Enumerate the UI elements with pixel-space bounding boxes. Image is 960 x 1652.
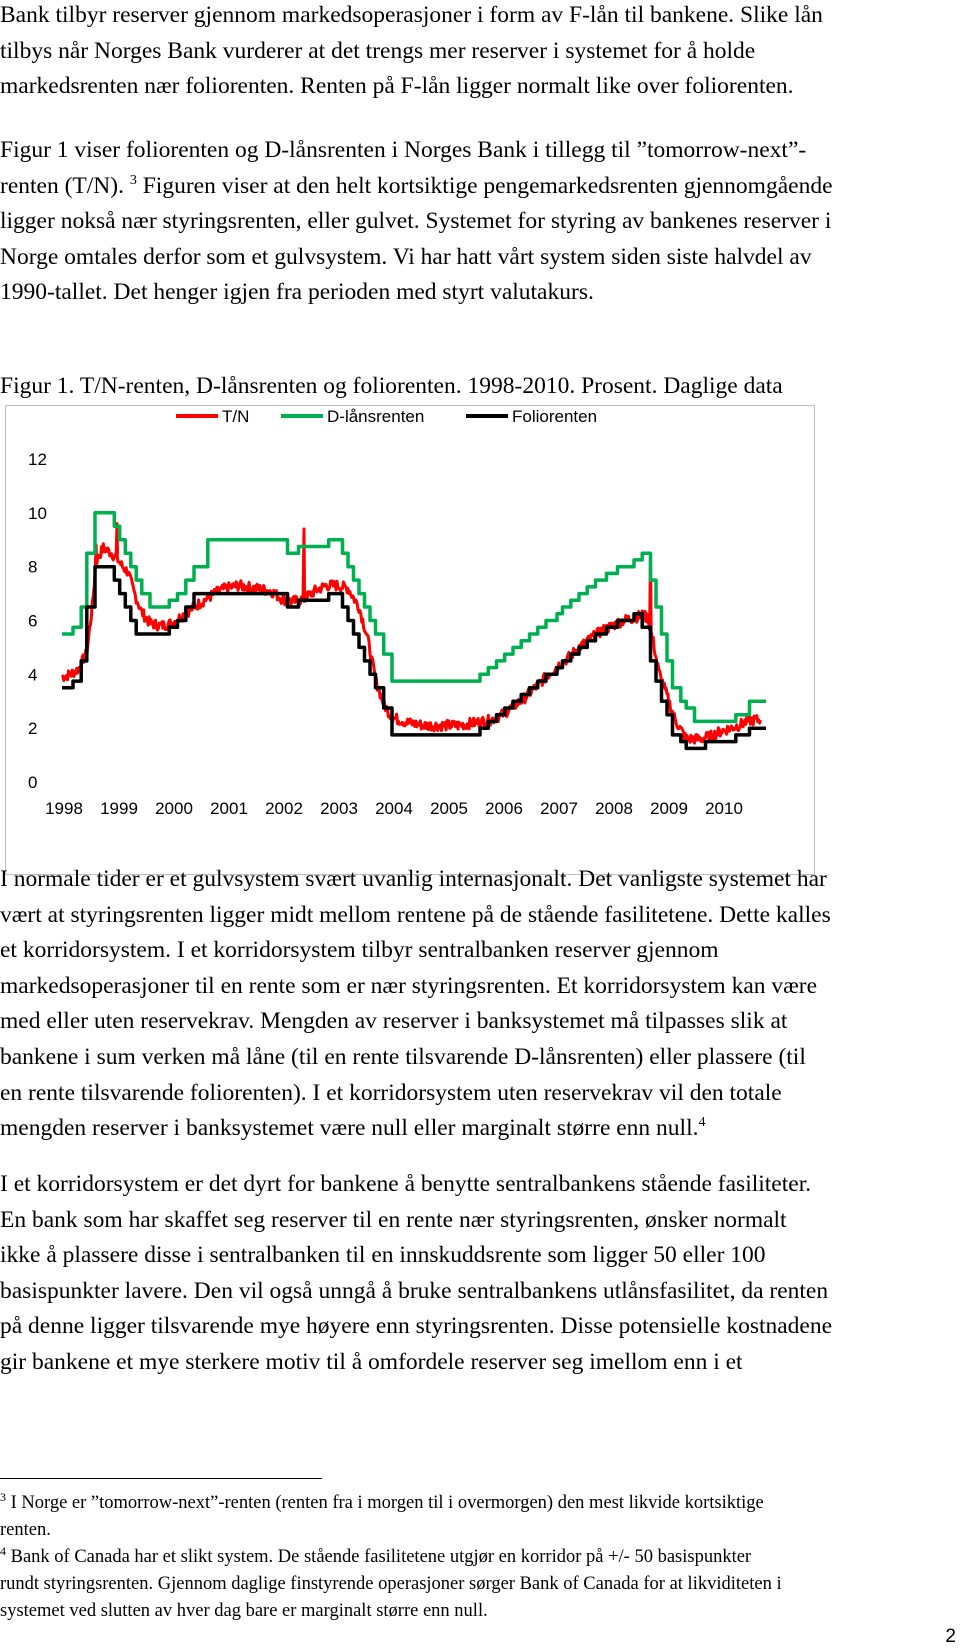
x-tick-label-2010: 2010 [705, 799, 743, 818]
figure-caption: Figur 1. T/N-renten, D-lånsrenten og foliorenten. 1998-2010. Prosent. Daglige data [0, 373, 783, 399]
paragraph-2-rest-line-1: ligger nokså nær styringsrenten, eller gulvet. Systemet for styring av bankenes reserver i [0, 208, 832, 235]
paragraph-4-line-5: på denne ligger tilsvarende mye høyere enn styringsrenten. Disse potensielle kostnadene [0, 1313, 833, 1340]
paragraph-4-line-3: ikke å plassere disse i sentralbanken til en innskuddsrente som ligger 50 eller 100 [0, 1242, 766, 1269]
paragraph-2-rest [0, 204, 960, 311]
paragraph-4 [0, 1167, 960, 1381]
paragraph-3-line-4: markedsoperasjoner til en rente som er nær styringsrenten. Et korridorsystem kan være [0, 972, 818, 999]
paragraph-4-line-4: basispunkter lavere. Den vil også unngå å bruke sentralbankens utlånsfasilitet, da renten [0, 1277, 829, 1304]
footnote-3-mark: 3 [0, 1490, 6, 1504]
paragraph-3-line-6: bankene i sum verken må låne (til en rente tilsvarende D-lånsrenten) eller plassere (til [0, 1043, 806, 1070]
footnote-ref-3[interactable]: 3 [129, 172, 137, 188]
legend-label-D-lånsrenten: D-lånsrenten [327, 407, 425, 426]
x-tick-label-1998: 1998 [45, 799, 83, 818]
x-tick-label-2000: 2000 [155, 799, 193, 818]
footnote-4-mark: 4 [0, 1544, 6, 1558]
figure-1-chart [5, 405, 815, 875]
y-tick-label-6: 6 [28, 611, 38, 631]
footnote-3-line-1: I Norge er ”tomorrow-next”-renten (renten fra i morgen til i overmorgen) den mest likvide kortsiktige [6, 1493, 764, 1513]
paragraph-3-last-line [0, 1111, 960, 1147]
x-tick-label-2009: 2009 [650, 799, 688, 818]
x-tick-label-2007: 2007 [540, 799, 578, 818]
x-tick-label-2003: 2003 [320, 799, 358, 818]
paragraph-2-line-1: Figur 1 viser foliorenten og D-lånsrenten i Norges Bank i tillegg til ”tomorrow-next”- [0, 137, 807, 163]
paragraph-3-line-1: I normale tider er et gulvsystem svært uvanlig internasjonalt. Det vanligste systemet har [0, 866, 827, 892]
footnote-divider [0, 1478, 322, 1479]
paragraph-3-line-5: med eller uten reservekrav. Mengden av reserver i banksystemet må tilpasses slik at [0, 1008, 788, 1035]
y-tick-label-2: 2 [28, 719, 38, 739]
paragraph-2-rest-line-2: Norge omtales derfor som et gulvsystem. Vi har hatt vårt system siden siste halvdel av [0, 243, 812, 270]
footnote-ref-4[interactable]: 4 [698, 1115, 706, 1131]
chart-svg [6, 406, 816, 876]
footnote-4-line-1: Bank of Canada har et slikt system. De stående fasilitetene utgjør en korridor på +/- 50 basispunkter [6, 1547, 752, 1567]
x-tick-label-2001: 2001 [210, 799, 248, 818]
x-tick-label-1999: 1999 [100, 799, 138, 818]
y-tick-label-4: 4 [28, 665, 38, 685]
legend-label-Foliorenten: Foliorenten [512, 407, 598, 426]
x-tick-label-2008: 2008 [595, 799, 633, 818]
paragraph-3-line-3: et korridorsystem. I et korridorsystem tilbyr sentralbanken reserver gjennom [0, 937, 719, 964]
paragraph-3-line-7: en rente tilsvarende foliorenten). I et korridorsystem uten reservekrav vil den totale [0, 1079, 782, 1106]
paragraph-2-line-2-end: Figuren viser at den helt kortsiktige pengemarkedsrenten gjennomgående [136, 172, 833, 199]
legend-label-T/N: T/N [222, 407, 250, 426]
paragraph-4-line-6: gir bankene et mye sterkere motiv til å omfordele reserver seg imellom enn i et [0, 1348, 743, 1375]
footnotes [0, 1490, 960, 1625]
paragraph-2 [0, 133, 960, 311]
paragraph-3 [0, 862, 960, 1147]
paragraph-4-line-2: En bank som har skaffet seg reserver til en rente nær styringsrenten, ønsker normalt [0, 1206, 787, 1233]
footnote-4 [0, 1544, 960, 1571]
paragraph-2-line-2-start: renten (T/N). [0, 172, 130, 199]
footnote-4-line-3: systemet ved slutten av hver dag bare er marginalt større enn null. [0, 1601, 488, 1621]
paragraph-3-last-line-text: mengden reserver i banksystemet være null eller marginalt større enn null. [0, 1115, 699, 1142]
y-tick-label-12: 12 [28, 450, 47, 469]
paragraph-1-line-3: markedsrenten nær foliorenten. Renten på F-lån ligger normalt like over foliorenten. [0, 73, 794, 100]
paragraph-4-line-1: I et korridorsystem er det dyrt for bankene å benytte sentralbankens stående fasiliteter. [0, 1171, 812, 1197]
footnote-3 [0, 1490, 960, 1517]
y-tick-label-10: 10 [28, 503, 47, 523]
x-tick-label-2006: 2006 [485, 799, 523, 818]
paragraph-1-line-2: tilbys når Norges Bank vurderer at det trengs mer reserver i systemet for å holde [0, 37, 756, 64]
paragraph-3-line-2: vært at styringsrenten ligger midt mellom rentene på de stående fasilitetene. Dette kalles [0, 901, 831, 928]
x-tick-label-2004: 2004 [375, 799, 413, 818]
y-tick-label-8: 8 [28, 557, 38, 577]
footnote-4-line-2: rundt styringsrenten. Gjennom daglige finstyrende operasjoner sørger Bank of Canada for at likviditeten i [0, 1574, 782, 1594]
footnote-3-line-2: renten. [0, 1520, 51, 1540]
paragraph-1 [0, 0, 960, 105]
y-tick-label-0: 0 [28, 773, 38, 792]
x-tick-label-2005: 2005 [430, 799, 468, 818]
page-number: 2 [945, 1626, 956, 1647]
paragraph-1-line-1: Bank tilbyr reserver gjennom markedsoperasjoner i form av F-lån til bankene. Slike lån [0, 2, 823, 28]
paragraph-2-rest-line-3: 1990-tallet. Det henger igjen fra perioden med styrt valutakurs. [0, 279, 594, 306]
x-tick-label-2002: 2002 [265, 799, 303, 818]
paragraph-2-line-2 [0, 169, 960, 205]
